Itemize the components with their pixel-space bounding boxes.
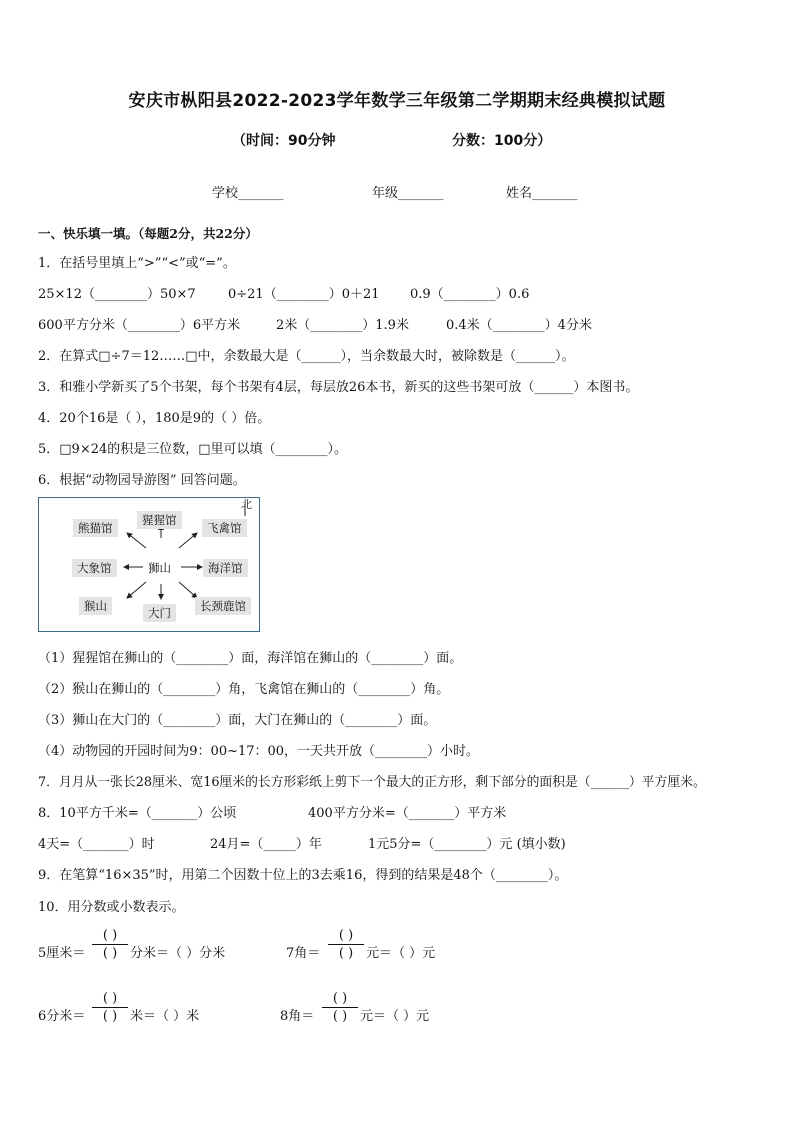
denominator[interactable]: ( )	[102, 946, 118, 961]
monkey-hill: 猴山	[79, 597, 112, 615]
q1-r1-b[interactable]: 0÷21（________）0＋21	[228, 287, 380, 302]
q10-d-mid[interactable]: 元＝（ ）元	[360, 1009, 430, 1024]
q10-a-mid[interactable]: 分米＝（ ）分米	[130, 946, 226, 961]
name-field[interactable]: 姓名_______	[506, 186, 578, 201]
q1-r2-c[interactable]: 0.4米（________）4分米	[446, 318, 592, 333]
arrow-ne	[179, 533, 197, 548]
giraffe-hall: 长颈鹿馆	[195, 597, 251, 615]
q10-c-left: 6分米＝	[38, 1009, 86, 1024]
q8-r1-b[interactable]: 400平方分米=（_______）平方米	[308, 806, 507, 821]
q3[interactable]: 3．和雅小学新买了5个书架，每个书架有4层，每层放26本书，新买的这些书架可放（______）本图书。	[38, 380, 639, 395]
q10-stem: 10．用分数或小数表示。	[38, 900, 185, 915]
school-field[interactable]: 学校_______	[212, 186, 284, 201]
q1-r2-b[interactable]: 2米（________）1.9米	[276, 318, 409, 333]
q9[interactable]: 9．在笔算“16×35”时，用第二个因数十位上的3去乘16，得到的结果是48个（________）。	[38, 868, 568, 883]
q10-c-fraction[interactable]	[92, 991, 128, 1024]
q6-p4[interactable]: （4）动物园的开园时间为9：00~17：00，一天共开放（________）小时。	[38, 744, 480, 759]
q1-r1-c[interactable]: 0.9（________）0.6	[410, 287, 530, 302]
q4[interactable]: 4．20个16是（ ），180是9的（ ）倍。	[38, 411, 271, 426]
north-label: 北	[241, 498, 252, 511]
exam-score: 分数：100分）	[452, 133, 552, 149]
q10-b-mid[interactable]: 元＝（ ）元	[366, 946, 436, 961]
section-heading: 一、快乐填一填。（每题2分，共22分）	[38, 226, 258, 241]
q6-p3[interactable]: （3）狮山在大门的（________）面，大门在狮山的（________）面。	[38, 713, 437, 728]
q7[interactable]: 7．月月从一张长28厘米、宽16厘米的长方形彩纸上剪下一个最大的正方形，剩下部分的面积是（______）平方厘米。	[38, 775, 706, 790]
numerator[interactable]: ( )	[102, 928, 118, 943]
q1-r2-a[interactable]: 600平方分米（________）6平方米	[38, 318, 241, 333]
q8-r2-b[interactable]: 24月=（_____）年	[210, 837, 322, 852]
q10-d-left: 8角＝	[280, 1009, 315, 1024]
q10-a-fraction[interactable]	[92, 928, 128, 961]
q1-stem: 1．在括号里填上“>”“<”或“=”。	[38, 256, 236, 271]
q2[interactable]: 2．在算式□÷7＝12……□中，余数最大是（______），当余数最大时，被除数是（______）。	[38, 349, 575, 364]
numerator[interactable]: ( )	[338, 928, 354, 943]
orangutan-hall: 猩猩馆	[137, 511, 182, 529]
grade-field[interactable]: 年级_______	[372, 186, 444, 201]
arrow-nw	[127, 533, 146, 548]
q10-b-left: 7角＝	[286, 946, 321, 961]
q10-c-mid[interactable]: 米＝（ ）米	[130, 1009, 200, 1024]
q8-r2-a[interactable]: 4天=（_______）时	[38, 837, 155, 852]
bird-hall: 飞禽馆	[202, 519, 247, 537]
q8-r1-a[interactable]: 8．10平方千米=（_______）公顷	[38, 806, 237, 821]
q6-p1[interactable]: （1）猩猩馆在狮山的（________）面，海洋馆在狮山的（________）面。	[38, 651, 463, 666]
q10-a-left: 5厘米＝	[38, 946, 86, 961]
denominator[interactable]: ( )	[102, 1009, 118, 1024]
arrow-sw	[127, 582, 146, 598]
elephant-hall: 大象馆	[72, 559, 117, 577]
q10-d-fraction[interactable]	[322, 991, 358, 1024]
zoo-map	[38, 497, 260, 632]
q10-b-fraction[interactable]	[328, 928, 364, 961]
q6-p2[interactable]: （2）猴山在狮山的（________）角，飞禽馆在狮山的（________）角。	[38, 682, 450, 697]
denominator[interactable]: ( )	[338, 946, 354, 961]
numerator[interactable]: ( )	[332, 991, 348, 1006]
panda-hall: 熊猫馆	[73, 519, 118, 537]
q1-r1-a[interactable]: 25×12（________）50×7	[38, 287, 196, 302]
q6-stem: 6．根据“动物园导游图” 回答问题。	[38, 473, 246, 488]
ocean-hall: 海洋馆	[203, 559, 248, 577]
main-gate: 大门	[143, 604, 176, 622]
numerator[interactable]: ( )	[102, 991, 118, 1006]
q8-r2-c[interactable]: 1元5分=（________）元 (填小数)	[368, 837, 566, 852]
exam-time: （时间：90分钟	[232, 133, 336, 149]
denominator[interactable]: ( )	[332, 1009, 348, 1024]
arrow-se	[179, 582, 197, 598]
page-title: 安庆市枞阳县2022-2023学年数学三年级第二学期期末经典模拟试题	[128, 91, 666, 111]
lion-hill: 狮山	[143, 559, 176, 577]
q5[interactable]: 5．□9×24的积是三位数，□里可以填（________）。	[38, 442, 348, 457]
